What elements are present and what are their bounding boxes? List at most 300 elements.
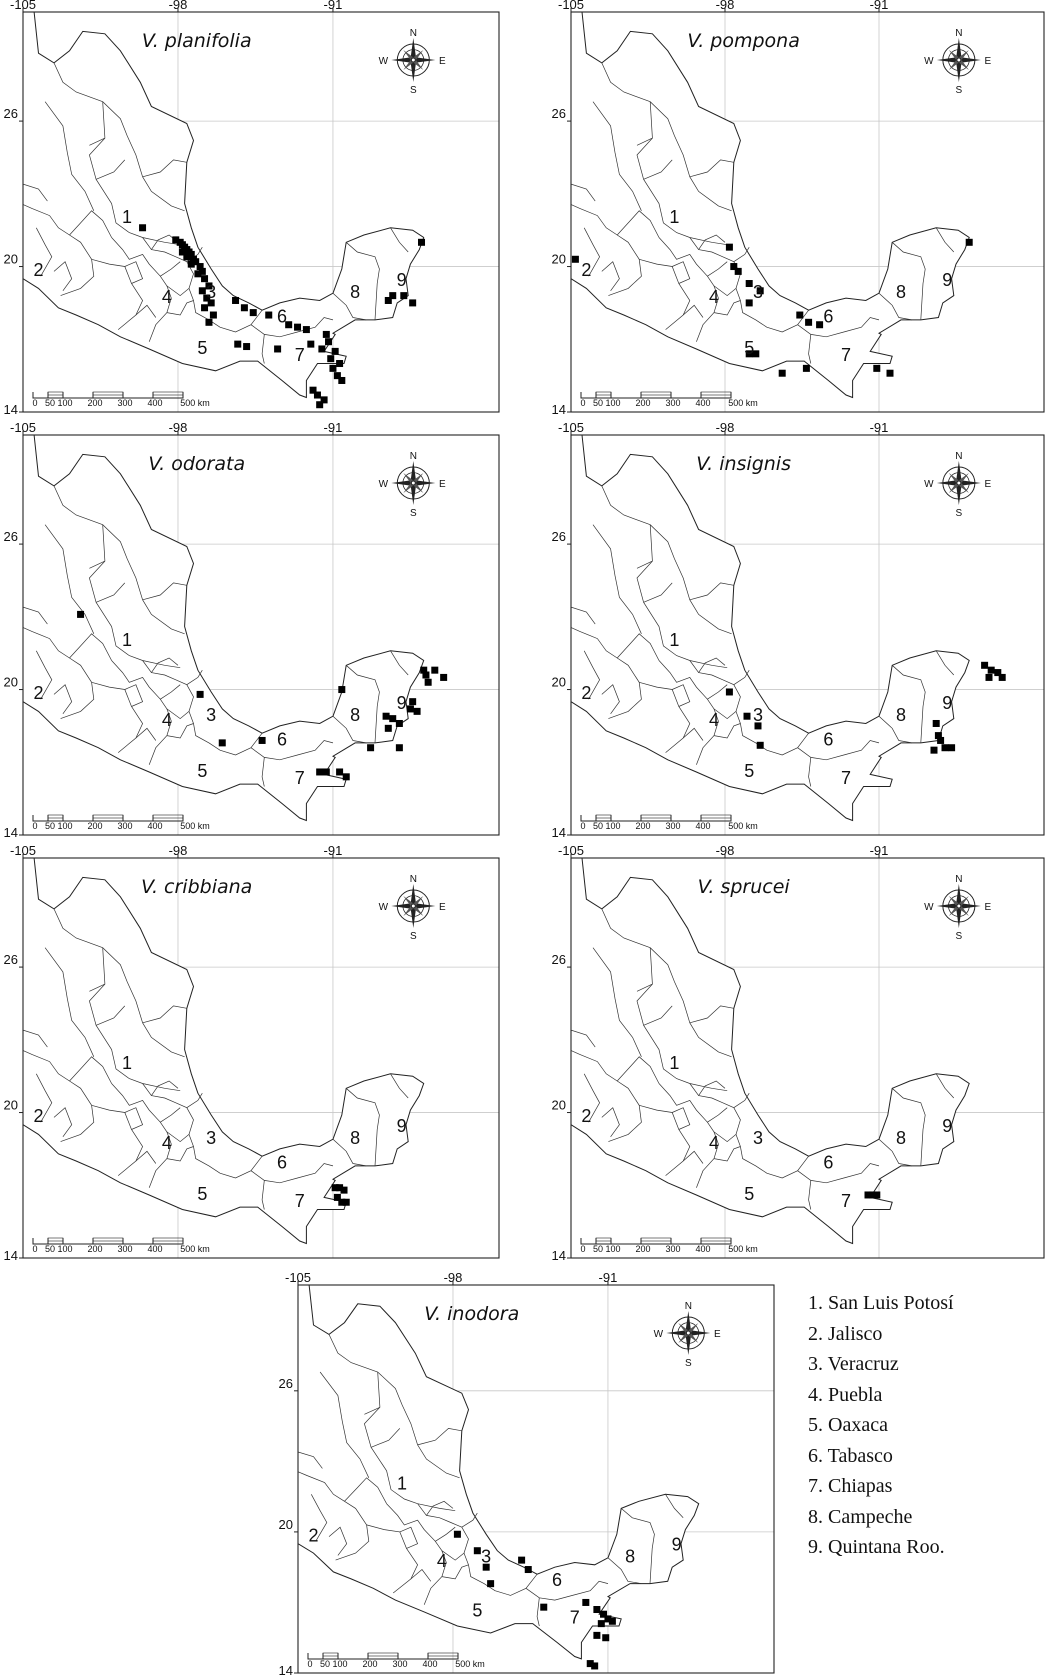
compass-letter: E: [984, 56, 992, 67]
y-tick-label: 14: [278, 1663, 293, 1676]
occurrence-point: [389, 715, 396, 722]
occurrence-point: [988, 667, 995, 674]
scale-label: 200: [87, 1244, 103, 1254]
state-number: 9: [942, 1115, 953, 1136]
y-tick-label: 26: [3, 106, 18, 122]
y-tick-label: 14: [3, 825, 18, 840]
state-number: 1: [122, 206, 133, 227]
occurrence-point: [294, 324, 301, 331]
scale-label: 0: [307, 1659, 313, 1669]
y-tick-label: 20: [551, 674, 566, 690]
occurrence-point: [210, 312, 217, 319]
map-title: V. sprucei: [697, 876, 790, 898]
compass-letter: W: [378, 479, 389, 490]
x-tick-label: -98: [715, 420, 735, 435]
occurrence-point: [338, 377, 345, 384]
scale-label: 400: [147, 398, 163, 408]
scale-label: 400: [695, 1244, 711, 1254]
x-tick-label: -98: [168, 420, 188, 435]
scale-bar: [307, 1653, 484, 1669]
scale-label: 0: [32, 821, 38, 831]
state-number: 4: [436, 1551, 447, 1572]
state-number: 9: [942, 269, 953, 290]
occurrence-point: [383, 713, 390, 720]
occurrence-point: [937, 737, 944, 744]
map-panel: [545, 420, 1044, 840]
occurrence-point: [986, 674, 993, 681]
scale-label: 500 km: [455, 1659, 485, 1669]
x-tick-label: -98: [715, 843, 735, 858]
occurrence-point: [587, 1660, 594, 1667]
y-tick-label: 14: [551, 825, 566, 840]
scale-label: 400: [695, 398, 711, 408]
occurrence-point: [367, 744, 374, 751]
compass-icon: [379, 451, 446, 519]
map-title: V. planifolia: [141, 30, 252, 52]
occurrence-point: [139, 224, 146, 231]
state-number: 8: [350, 705, 361, 726]
y-tick-label: 14: [551, 1248, 566, 1263]
scale-label: 100: [332, 1659, 348, 1669]
occurrence-point: [873, 1191, 880, 1198]
compass-letter: E: [438, 56, 446, 67]
occurrence-point: [735, 268, 742, 275]
occurrence-point: [307, 341, 314, 348]
x-tick-label: -98: [168, 0, 188, 12]
compass-icon: [924, 28, 991, 96]
occurrence-point: [396, 720, 403, 727]
y-tick-label: 20: [551, 1097, 566, 1113]
occurrence-point: [931, 747, 938, 754]
map-panel: [0, 0, 499, 417]
state-number: 7: [294, 768, 305, 789]
state-number: 8: [895, 705, 907, 726]
state-number: 4: [161, 709, 172, 730]
state-number: 6: [823, 306, 834, 327]
compass-letter: N: [409, 874, 417, 885]
occurrence-point: [572, 256, 579, 263]
scale-label: 100: [57, 1244, 73, 1254]
y-tick-label: 26: [551, 952, 566, 968]
occurrence-point: [726, 244, 733, 251]
x-tick-label: -105: [557, 0, 585, 12]
scale-label: 0: [580, 398, 586, 408]
scale-label: 50: [592, 821, 604, 831]
occurrence-point: [323, 768, 330, 775]
state-number: 1: [122, 1052, 133, 1073]
state-number: 5: [197, 760, 208, 781]
x-tick-label: -98: [168, 843, 188, 858]
scale-label: 200: [362, 1659, 378, 1669]
compass-letter: N: [684, 1301, 692, 1312]
occurrence-point: [219, 739, 226, 746]
occurrence-point: [474, 1547, 481, 1554]
occurrence-point: [199, 287, 206, 294]
legend-item: 8. Campeche: [808, 1505, 913, 1528]
occurrence-point: [966, 239, 973, 246]
scale-label: 300: [117, 821, 133, 831]
occurrence-point: [593, 1632, 600, 1639]
state-number: 7: [294, 1191, 305, 1212]
x-tick-label: -105: [284, 1270, 312, 1285]
occurrence-point: [325, 338, 332, 345]
occurrence-point: [318, 345, 325, 352]
legend-item: 9. Quintana Roo.: [808, 1536, 945, 1558]
occurrence-point: [805, 319, 812, 326]
state-number: 4: [708, 286, 720, 307]
y-tick-label: 26: [278, 1375, 293, 1391]
state-number: 5: [744, 1183, 755, 1204]
state-legend: [808, 1288, 954, 1563]
state-number: 4: [161, 286, 172, 307]
occurrence-point: [518, 1557, 525, 1564]
occurrence-point: [197, 691, 204, 698]
occurrence-point: [188, 261, 195, 268]
compass-letter: S: [955, 931, 963, 942]
compass-letter: E: [984, 902, 992, 913]
occurrence-point: [602, 1634, 609, 1641]
compass-letter: W: [653, 1329, 664, 1340]
y-tick-label: 14: [3, 402, 18, 417]
state-number: 6: [823, 1152, 834, 1173]
occurrence-point: [385, 725, 392, 732]
occurrence-point: [981, 662, 988, 669]
compass-letter: W: [924, 479, 934, 490]
x-tick-label: -105: [9, 420, 37, 435]
state-number: 6: [277, 729, 288, 750]
compass-letter: W: [378, 902, 389, 913]
y-tick-label: 20: [3, 251, 18, 267]
occurrence-point: [933, 720, 940, 727]
compass-icon: [379, 874, 446, 942]
occurrence-point: [329, 365, 336, 372]
occurrence-point: [887, 370, 894, 377]
compass-icon: [924, 874, 991, 942]
occurrence-point: [323, 331, 330, 338]
state-number: 8: [350, 1128, 361, 1149]
scale-label: 50: [44, 1244, 56, 1254]
occurrence-point: [540, 1604, 547, 1611]
scale-label: 50: [592, 398, 604, 408]
map-panel: [271, 1270, 774, 1676]
scale-bar: [580, 392, 757, 408]
map-title: V. inodora: [424, 1303, 520, 1325]
scale-label: 50: [592, 1244, 604, 1254]
x-tick-label: -91: [323, 420, 343, 435]
state-number: 8: [895, 282, 907, 303]
state-number: 2: [308, 1525, 319, 1546]
occurrence-point: [409, 299, 416, 306]
scale-label: 0: [32, 1244, 38, 1254]
compass-letter: S: [409, 931, 417, 942]
x-tick-label: -91: [323, 0, 343, 12]
scale-label: 300: [392, 1659, 408, 1669]
map-panel: [545, 843, 1044, 1263]
occurrence-point: [332, 348, 339, 355]
x-tick-label: -98: [715, 0, 735, 12]
state-number: 8: [625, 1546, 636, 1567]
state-number: 5: [197, 337, 208, 358]
state-number: 1: [669, 206, 680, 227]
state-number: 6: [552, 1569, 563, 1590]
scale-label: 500 km: [728, 1244, 758, 1254]
state-number: 3: [206, 705, 217, 726]
x-tick-label: -105: [557, 420, 585, 435]
scale-label: 50: [319, 1659, 331, 1669]
legend-item: 2. Jalisco: [808, 1322, 883, 1345]
occurrence-point: [250, 309, 257, 316]
state-number: 7: [569, 1607, 580, 1628]
x-tick-label: -105: [9, 0, 37, 12]
occurrence-point: [803, 365, 810, 372]
state-number: 3: [752, 705, 764, 726]
occurrence-point: [241, 304, 248, 311]
state-number: 8: [350, 282, 361, 303]
occurrence-point: [816, 321, 823, 328]
state-number: 9: [671, 1534, 682, 1555]
compass-letter: S: [955, 508, 963, 519]
compass-letter: E: [438, 479, 446, 490]
scale-label: 0: [580, 1244, 586, 1254]
state-number: 3: [206, 282, 217, 303]
occurrence-point: [343, 1199, 350, 1206]
state-number: 3: [752, 1128, 764, 1149]
occurrence-point: [234, 341, 241, 348]
scale-label: 100: [605, 398, 621, 408]
occurrence-point: [259, 737, 266, 744]
occurrence-point: [779, 370, 786, 377]
x-tick-label: -91: [869, 420, 889, 435]
scale-label: 300: [117, 1244, 133, 1254]
scale-label: 200: [635, 398, 651, 408]
occurrence-point: [598, 1620, 605, 1627]
state-number: 4: [161, 1132, 172, 1153]
scale-label: 500 km: [728, 821, 758, 831]
x-tick-label: -91: [869, 843, 889, 858]
scale-label: 200: [87, 398, 103, 408]
state-number: 7: [294, 345, 305, 366]
occurrence-point: [314, 392, 321, 399]
state-number: 2: [33, 260, 44, 281]
occurrence-point: [948, 744, 955, 751]
compass-letter: S: [955, 85, 963, 96]
state-number: 9: [396, 269, 407, 290]
map-title: V. insignis: [696, 453, 791, 475]
x-tick-label: -105: [9, 843, 37, 858]
y-tick-label: 26: [3, 529, 18, 545]
occurrence-point: [303, 326, 310, 333]
occurrence-point: [440, 674, 447, 681]
occurrence-point: [327, 355, 334, 362]
compass-letter: S: [409, 85, 417, 96]
occurrence-point: [338, 686, 345, 693]
occurrence-point: [205, 319, 212, 326]
occurrence-point: [422, 672, 429, 679]
state-number: 1: [397, 1473, 408, 1494]
y-tick-label: 14: [551, 402, 566, 417]
y-tick-label: 20: [551, 251, 566, 267]
compass-letter: E: [713, 1329, 721, 1340]
scale-bar: [32, 815, 209, 831]
occurrence-point: [525, 1566, 532, 1573]
state-number: 1: [669, 629, 680, 650]
occurrence-point: [201, 304, 208, 311]
scale-label: 100: [605, 1244, 621, 1254]
scale-label: 200: [635, 1244, 651, 1254]
legend-item: 5. Oaxaca: [808, 1414, 888, 1436]
state-number: 5: [744, 760, 755, 781]
scale-label: 0: [32, 398, 38, 408]
scale-label: 400: [147, 1244, 163, 1254]
compass-letter: N: [955, 451, 963, 462]
scale-label: 400: [695, 821, 711, 831]
state-number: 5: [744, 337, 755, 358]
state-number: 4: [708, 709, 720, 730]
occurrence-point: [336, 360, 343, 367]
compass-letter: W: [924, 902, 934, 913]
compass-letter: W: [924, 56, 934, 67]
map-title: V. pompona: [687, 30, 800, 52]
compass-letter: S: [684, 1358, 692, 1369]
occurrence-point: [194, 270, 201, 277]
state-number: 6: [277, 306, 288, 327]
compass-letter: N: [409, 451, 417, 462]
scale-bar: [580, 815, 757, 831]
scale-label: 100: [605, 821, 621, 831]
occurrence-point: [593, 1606, 600, 1613]
occurrence-point: [77, 611, 84, 618]
occurrence-point: [425, 679, 432, 686]
y-tick-label: 20: [3, 1097, 18, 1113]
legend-item: 6. Tabasco: [808, 1444, 893, 1467]
occurrence-point: [609, 1618, 616, 1625]
x-tick-label: -91: [869, 0, 889, 12]
scale-label: 300: [665, 398, 681, 408]
occurrence-point: [418, 239, 425, 246]
compass-icon: [924, 451, 991, 519]
occurrence-point: [400, 292, 407, 299]
y-tick-label: 26: [551, 106, 566, 122]
occurrence-point: [232, 297, 239, 304]
map-title: V. odorata: [148, 453, 246, 475]
scale-label: 500 km: [728, 398, 758, 408]
state-number: 5: [197, 1183, 208, 1204]
occurrence-point: [746, 299, 753, 306]
occurrence-point: [744, 713, 751, 720]
legend-item: 3. Veracruz: [808, 1353, 899, 1375]
state-number: 5: [472, 1600, 483, 1621]
state-number: 2: [581, 683, 592, 704]
y-tick-label: 20: [278, 1516, 293, 1532]
occurrence-point: [409, 698, 416, 705]
compass-letter: N: [955, 28, 963, 39]
occurrence-point: [726, 688, 733, 695]
occurrence-point: [316, 401, 323, 408]
y-tick-label: 14: [3, 1248, 18, 1263]
scale-label: 100: [57, 821, 73, 831]
x-tick-label: -91: [598, 1270, 618, 1285]
state-number: 3: [481, 1546, 492, 1567]
state-number: 3: [206, 1128, 217, 1149]
compass-icon: [379, 28, 446, 96]
scale-bar: [32, 1238, 209, 1254]
occurrence-point: [341, 1187, 348, 1194]
occurrence-point: [746, 280, 753, 287]
occurrence-point: [396, 744, 403, 751]
scale-bar: [32, 392, 209, 408]
state-number: 2: [581, 1106, 592, 1127]
occurrence-point: [487, 1580, 494, 1587]
state-number: 1: [122, 629, 133, 650]
occurrence-point: [757, 742, 764, 749]
scale-label: 500 km: [180, 1244, 210, 1254]
occurrence-point: [431, 667, 438, 674]
state-number: 9: [396, 1115, 407, 1136]
x-tick-label: -98: [443, 1270, 463, 1285]
scale-label: 100: [57, 398, 73, 408]
state-number: 6: [277, 1152, 288, 1173]
occurrence-point: [274, 345, 281, 352]
occurrence-point: [873, 365, 880, 372]
compass-letter: N: [955, 874, 963, 885]
x-tick-label: -91: [323, 843, 343, 858]
x-tick-label: -105: [557, 843, 585, 858]
scale-label: 400: [147, 821, 163, 831]
compass-letter: S: [409, 508, 417, 519]
state-number: 2: [33, 1106, 44, 1127]
scale-label: 50: [44, 821, 56, 831]
occurrence-point: [454, 1531, 461, 1538]
state-number: 2: [33, 683, 44, 704]
legend-item: 4. Puebla: [808, 1383, 883, 1406]
occurrence-point: [243, 343, 250, 350]
occurrence-point: [336, 768, 343, 775]
state-number: 9: [396, 692, 407, 713]
occurrence-point: [407, 705, 414, 712]
map-title: V. cribbiana: [141, 876, 253, 898]
scale-label: 300: [117, 398, 133, 408]
y-tick-label: 26: [551, 529, 566, 545]
map-panel: [545, 0, 1044, 417]
state-number: 7: [840, 768, 852, 789]
scale-label: 0: [580, 821, 586, 831]
map-panel: [0, 420, 499, 840]
state-number: 7: [840, 345, 852, 366]
state-number: 4: [708, 1132, 720, 1153]
scale-label: 200: [635, 821, 651, 831]
state-number: 3: [752, 282, 764, 303]
occurrence-point: [414, 708, 421, 715]
scale-label: 500 km: [180, 398, 210, 408]
scale-label: 400: [422, 1659, 438, 1669]
scale-label: 50: [44, 398, 56, 408]
scale-label: 300: [665, 821, 681, 831]
occurrence-point: [385, 297, 392, 304]
compass-letter: E: [984, 479, 992, 490]
state-number: 7: [840, 1191, 852, 1212]
occurrence-point: [265, 312, 272, 319]
map-panel: [0, 843, 499, 1263]
occurrence-point: [942, 744, 949, 751]
state-number: 8: [895, 1128, 907, 1149]
compass-letter: E: [438, 902, 446, 913]
y-tick-label: 20: [3, 674, 18, 690]
scale-label: 500 km: [180, 821, 210, 831]
legend-item: 7. Chiapas: [808, 1475, 893, 1497]
state-number: 6: [823, 729, 834, 750]
occurrence-point: [796, 312, 803, 319]
compass-letter: N: [409, 28, 417, 39]
